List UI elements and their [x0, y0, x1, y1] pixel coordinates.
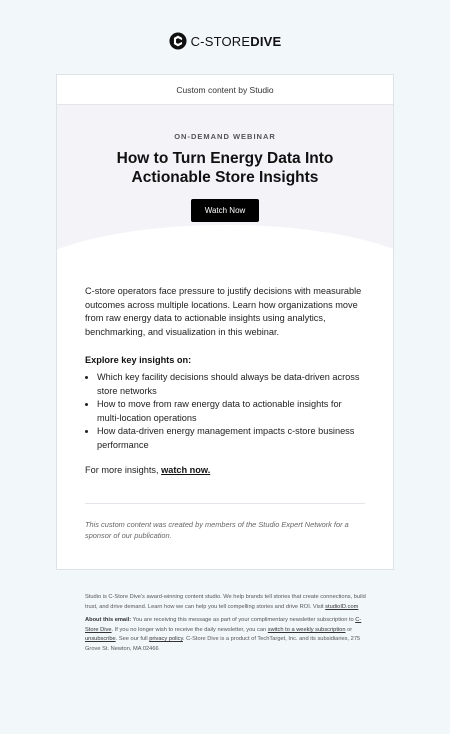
studio-blurb: Studio is C-Store Dive's award-winning content studio. We help brands tell stories that create connections, build trust, and drive demand. Learn how we can help you tell compelling stories and drive ROI. Visit studioID.com	[85, 594, 366, 610]
brand-wordmark: C-STOREDIVE	[190, 33, 282, 49]
list-item: • How data-driven energy management impacts c-store business performance	[97, 425, 365, 452]
divider	[85, 503, 365, 504]
insights-heading: Explore key insights on:	[85, 355, 192, 365]
more-insights-line: For more insights, watch now.	[85, 465, 211, 475]
email-footer	[85, 593, 367, 655]
eyebrow-label: ON-DEMAND WEBINAR	[174, 132, 276, 141]
hero-title: How to Turn Energy Data Into Actionable Store Insights	[116, 150, 334, 186]
unsubscribe-link[interactable]: unsubscribe	[85, 636, 116, 643]
list-item: • Which key facility decisions should always be data-driven across store networks	[97, 371, 365, 398]
watch-now-button[interactable]: Watch Now	[191, 199, 259, 222]
insights-list	[85, 371, 365, 452]
content-card	[56, 74, 394, 570]
privacy-policy-link[interactable]: privacy policy	[149, 636, 183, 643]
watch-now-link[interactable]: watch now.	[161, 465, 211, 475]
hero-curve	[57, 225, 393, 255]
article-body	[57, 255, 393, 541]
cstore-dive-logo-icon	[169, 32, 187, 50]
intro-paragraph: C-store operators face pressure to justify decisions with measurable outcomes across multiple locations. Learn how organizations move from raw energy data to actionable insights using analytics, benchmarking, and visualization in this webinar.	[85, 286, 362, 337]
cstore-dive-link[interactable]: C-Store Dive	[85, 617, 362, 633]
studioid-link[interactable]: studioID.com	[325, 603, 359, 610]
custom-content-label: Custom content by Studio	[57, 75, 393, 105]
disclaimer-text: This custom content was created by members of the Studio Expert Network for a sponsor of our publication.	[85, 520, 349, 540]
weekly-subscription-link[interactable]: switch to a weekly subscription	[267, 626, 346, 633]
list-item: • How to move from raw energy data to actionable insights for multi-location operations	[97, 398, 365, 425]
brand-logo[interactable]	[0, 32, 450, 50]
about-email: About this email: You are receiving this message as part of your complimentary newsletter subscription to C-Store Dive. If you no longer wish to receive the daily newsletter, you can switch to a weekly subscription or unsubscribe. See our full privacy policy. C-Store Dive is a product of TechTarget, Inc. and its subsidiaries, 275 Grove St. Newton, MA 02466	[85, 617, 362, 652]
hero-section	[57, 105, 393, 255]
